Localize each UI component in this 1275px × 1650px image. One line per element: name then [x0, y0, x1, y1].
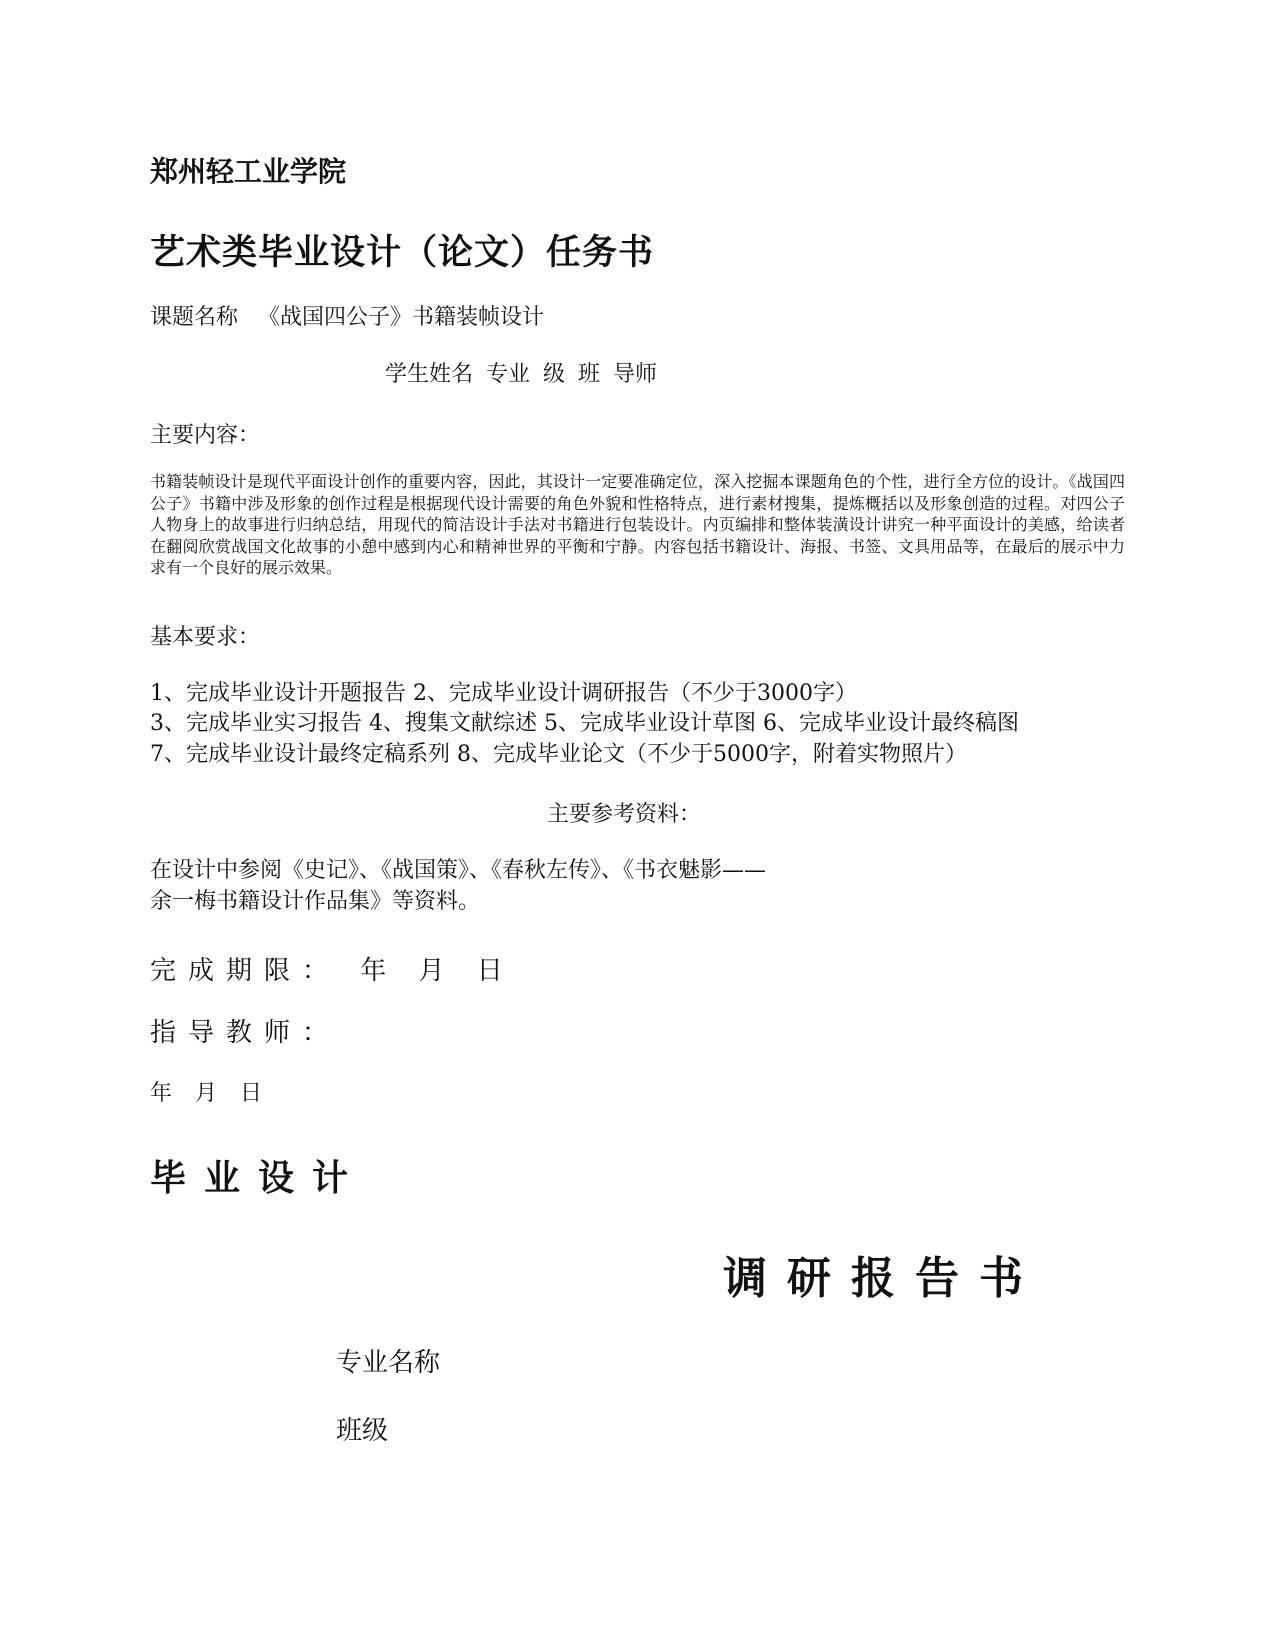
main-content-paragraph: 书籍装帧设计是现代平面设计创作的重要内容，因此，其设计一定要准确定位，深入挖掘本课题角色的个性，进行全方位的设计。《战国四公子》书籍中涉及形象的创作过程是根据现代设计需要的角色外貌和性格特点，进行素材搜集，提炼概括以及形象创造的过程。对四公子人物身上的故事进行归纳总结，用现代的简洁设计手法对书籍进行包装设计。内页编排和整体装潢设计讲究一种平面设计的美感，给读者在翻阅欣赏战国文化故事的小憩中感到内心和精神世界的平衡和宁静。内容包括书籍设计、海报、书签、文具用品等，在最后的展示中力求有一个良好的展示效果。: [150, 472, 1125, 577]
requirement-line: 7、完成毕业设计最终定稿系列 8、完成毕业论文（不少于5000字，附着实物照片）: [150, 742, 967, 767]
references-heading: 主要参考资料：: [547, 802, 702, 827]
major-name-label: 专业名称: [336, 1348, 441, 1378]
deadline-line: 完成期限： 年 月 日: [150, 956, 515, 986]
basic-requirements-heading: 基本要求：: [150, 625, 261, 650]
topic-line: [150, 300, 544, 331]
topic-label: 课题名称: [150, 305, 239, 330]
requirement-line: 1、完成毕业设计开题报告 2、完成毕业设计调研报告（不少于3000字）: [150, 681, 857, 706]
requirement-line: 3、完成毕业实习报告 4、搜集文献综述 5、完成毕业设计草图 6、完成毕业设计最终稿图: [150, 711, 1019, 736]
references-line: 在设计中参阅《史记》、《战国策》、《春秋左传》、《书衣魅影——: [150, 858, 767, 883]
references-line: 余一梅书籍设计作品集》等资料。: [150, 889, 481, 914]
main-content-heading: 主要内容：: [150, 423, 261, 448]
class-label: 班级: [336, 1416, 389, 1446]
document-title: 艺术类毕业设计（论文）任务书: [150, 233, 655, 273]
graduation-design-heading: 毕业设计: [150, 1158, 367, 1199]
advisor-line: 指导教师：: [150, 1018, 341, 1048]
date-line: 年 月 日: [150, 1081, 270, 1106]
topic-value: 《战国四公子》书籍装帧设计: [258, 305, 545, 330]
school-name: 郑州轻工业学院: [150, 155, 347, 188]
student-info-line: 学生姓名 专业 级 班 导师: [385, 362, 657, 387]
research-report-title: 调研报告书: [723, 1253, 1043, 1304]
